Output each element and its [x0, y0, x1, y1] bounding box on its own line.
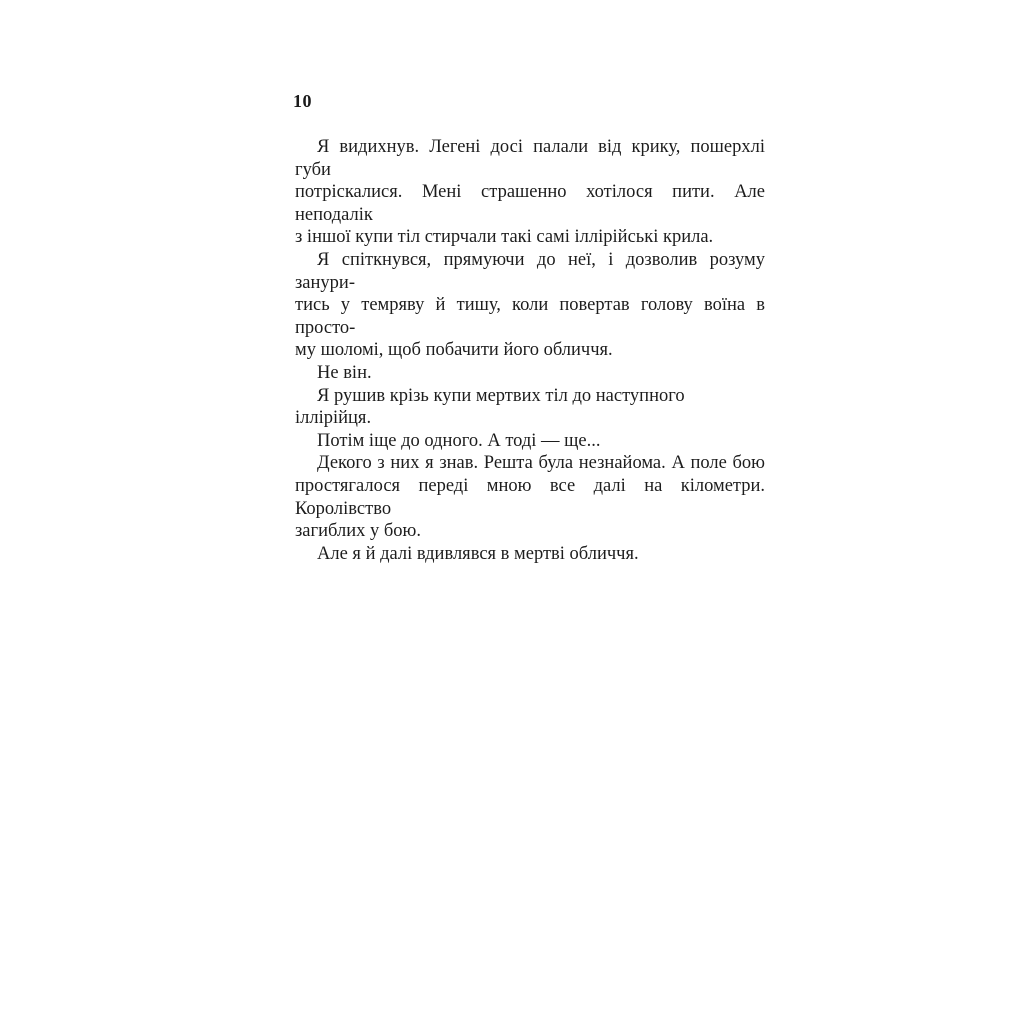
paragraph — [295, 430, 765, 453]
text-line: Я спіткнувся, прямуючи до неї, і дозволив розуму занури- — [295, 249, 765, 293]
text-line: Але я й далі вдивлявся в мертві обличчя. — [317, 543, 639, 564]
text-line: Потім іще до одного. А тоді — ще... — [317, 430, 601, 451]
page-number: 10 — [293, 91, 312, 111]
text-line: з іншої купи тіл стирчали такі самі іллірійські крила. — [295, 227, 714, 248]
text-line: Не він. — [317, 362, 372, 383]
text-line: тись у темряву й тишу, коли повертав голову воїна в просто- — [295, 295, 765, 338]
text-line: загиблих у бою. — [295, 521, 421, 542]
paragraph — [295, 136, 765, 249]
text-line: му шоломі, щоб побачити його обличчя. — [295, 340, 613, 361]
text-line: простягалося переді мною все далі на кілометри. Королівство — [295, 475, 765, 519]
text-line: Я видихнув. Легені досі палали від крику, пошерхлі губи — [295, 137, 765, 180]
text-line: Я рушив крізь купи мертвих тіл до наступного іллірійця. — [295, 385, 685, 429]
text-line: Декого з них я знав. Решта була незнайома. А поле бою — [317, 453, 765, 474]
paragraph — [295, 543, 765, 566]
paragraph — [295, 362, 765, 385]
text-line: потріскалися. Мені страшенно хотілося пити. Але неподалік — [295, 182, 765, 225]
page-text — [295, 136, 765, 565]
paragraph — [295, 452, 765, 542]
paragraph — [295, 385, 765, 430]
paragraph — [295, 249, 765, 362]
